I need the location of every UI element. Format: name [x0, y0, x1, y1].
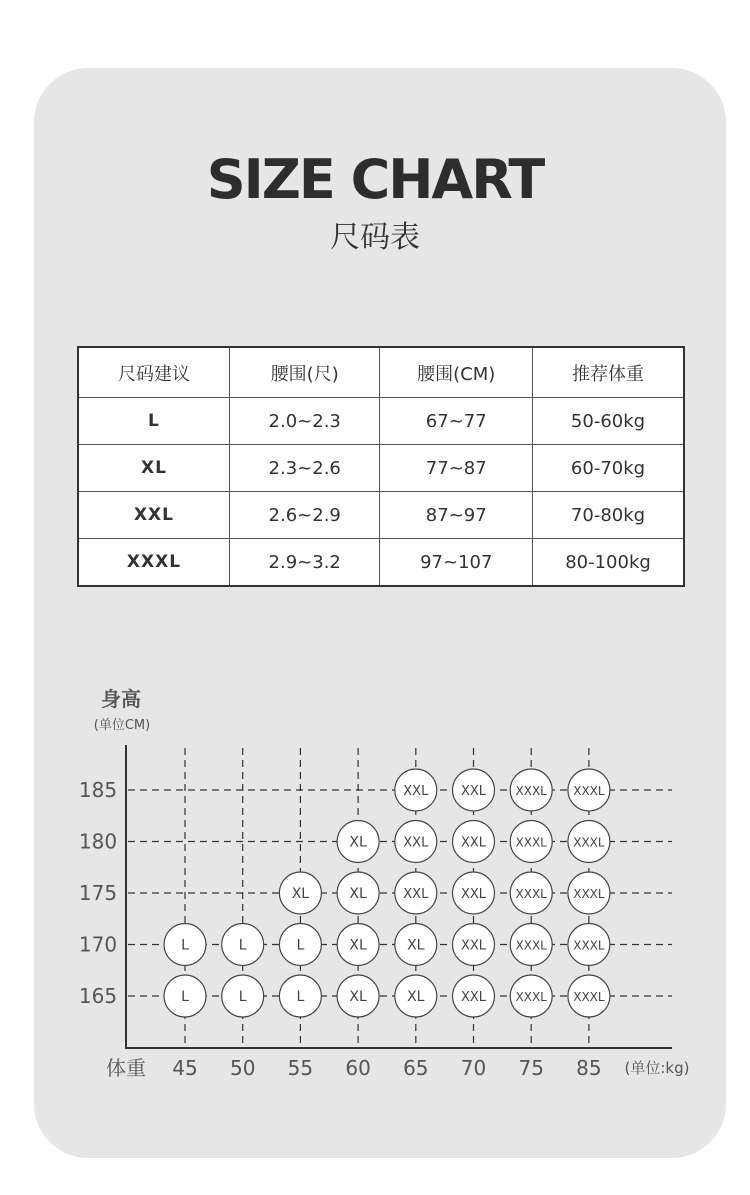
size-marker-label: L — [296, 989, 305, 1005]
waist-chi-cell: 2.9~3.2 — [229, 539, 380, 587]
size-marker-label: XXXL — [573, 835, 605, 850]
y-tick-label: 175 — [78, 881, 118, 905]
x-tick-label: 85 — [576, 1056, 602, 1080]
header-waist-cm: 腰围(CM) — [380, 347, 533, 398]
size-marker-label: XXL — [403, 784, 429, 799]
header-weight: 推荐体重 — [533, 347, 684, 398]
size-marker-label: L — [296, 937, 305, 954]
size-marker-label: XL — [349, 834, 367, 851]
size-marker-label: XL — [349, 886, 367, 902]
size-marker-label: L — [238, 989, 247, 1005]
waist-cm-cell: 87~97 — [380, 492, 533, 539]
size-marker-label: XXXL — [515, 990, 547, 1004]
waist-chi-cell: 2.0~2.3 — [229, 398, 380, 445]
waist-chi-cell: 2.3~2.6 — [229, 445, 380, 492]
y-tick-label: 165 — [78, 984, 118, 1008]
size-marker-label: XL — [407, 989, 425, 1005]
x-tick-label: 70 — [460, 1056, 487, 1080]
y-tick-label: 170 — [78, 932, 118, 957]
size-marker-label: XXL — [403, 835, 429, 851]
x-tick-label: 45 — [172, 1056, 198, 1080]
y-tick-label: 185 — [78, 778, 118, 802]
size-marker-label: XXXL — [573, 938, 605, 953]
size-marker-label: L — [181, 989, 189, 1005]
page-subtitle: 尺码表 — [330, 220, 420, 255]
y-axis-unit: (单位CM) — [93, 718, 151, 733]
waist-chi-cell: 2.6~2.9 — [229, 492, 380, 539]
waist-cm-cell: 67~77 — [380, 398, 533, 445]
header-size: 尺码建议 — [78, 347, 229, 398]
size-marker-label: XXXL — [573, 784, 605, 798]
weight-cell: 50-60kg — [533, 398, 684, 445]
weight-cell: 80-100kg — [533, 539, 684, 587]
size-marker-label: XXL — [460, 938, 487, 954]
size-marker-label: XXXL — [573, 990, 605, 1004]
size-marker-label: XXXL — [515, 938, 547, 953]
size-marker-label: XXL — [460, 990, 487, 1005]
size-marker-label: XXL — [403, 887, 429, 902]
y-axis-label: 身高 — [101, 687, 141, 711]
size-marker-label: L — [181, 937, 189, 954]
size-cell: XXXL — [78, 539, 229, 587]
x-tick-label: 55 — [287, 1056, 314, 1080]
size-marker-label: XXXL — [573, 887, 605, 901]
size-marker-label: XL — [291, 886, 310, 902]
waist-cm-cell: 97~107 — [380, 539, 533, 587]
size-cell: XL — [78, 445, 229, 492]
size-marker-label: XXXL — [515, 887, 547, 901]
size-marker-label: XL — [349, 937, 367, 954]
size-marker-label: XXXL — [515, 835, 547, 850]
x-tick-label: 50 — [229, 1056, 256, 1080]
x-tick-label: 60 — [345, 1056, 371, 1080]
size-marker-label: XXXL — [515, 784, 547, 798]
x-tick-label: 75 — [518, 1056, 544, 1080]
waist-cm-cell: 77~87 — [380, 445, 533, 492]
size-marker-label: XXL — [460, 887, 487, 902]
size-marker-label: XL — [349, 989, 367, 1005]
x-axis-label: 体重 — [106, 1056, 146, 1080]
size-cell: XXL — [78, 492, 229, 539]
header-waist-chi: 腰围(尺) — [229, 347, 380, 398]
y-tick-label: 180 — [78, 829, 118, 854]
weight-cell: 70-80kg — [533, 492, 684, 539]
x-tick-label: 65 — [403, 1056, 429, 1080]
weight-cell: 60-70kg — [533, 445, 684, 492]
size-marker-label: L — [238, 937, 247, 954]
size-marker-label: XXL — [460, 784, 487, 799]
size-marker-label: XXL — [460, 835, 487, 851]
page-title: SIZE CHART — [206, 148, 544, 211]
size-marker-label: XL — [407, 937, 425, 954]
size-cell: L — [78, 398, 229, 445]
x-axis-unit: (单位:kg) — [624, 1059, 690, 1077]
